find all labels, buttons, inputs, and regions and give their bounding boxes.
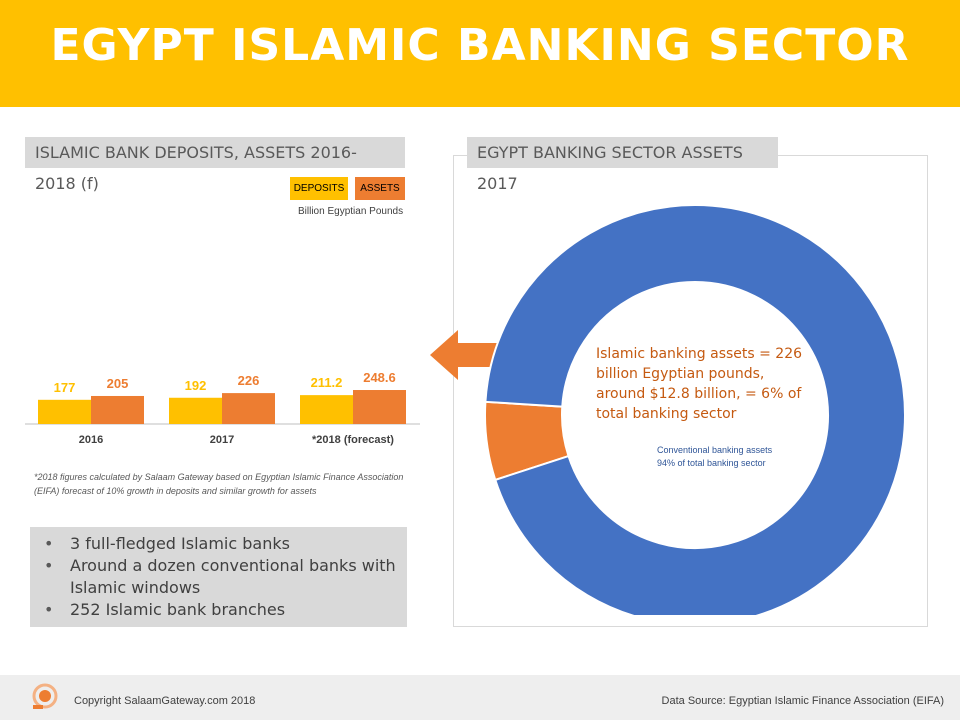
legend-deposits: DEPOSITS	[290, 177, 348, 200]
fact-item: • Around a dozen conventional banks with Islamic windows	[70, 555, 397, 599]
data-source-text: Data Source: Egyptian Islamic Finance Association (EIFA)	[661, 695, 944, 707]
bar-value-label: 177	[53, 379, 76, 395]
legend-assets: ASSETS	[355, 177, 405, 200]
x-tick-label: 2017	[209, 434, 235, 446]
x-tick-label: *2018 (forecast)	[312, 434, 394, 446]
fact-item: • 3 full-fledged Islamic banks	[70, 533, 397, 555]
donut-chart-title: EGYPT BANKING SECTOR ASSETS 2017	[467, 137, 778, 168]
bar-assets-1	[222, 393, 275, 424]
bar-assets-0	[91, 396, 144, 424]
bar-deposits-2	[300, 395, 353, 424]
bar-assets-2	[353, 390, 406, 424]
fact-item: • 252 Islamic bank branches	[70, 599, 397, 621]
bar-value-label: 211.2	[310, 375, 343, 391]
bar-chart-title: ISLAMIC BANK DEPOSITS, ASSETS 2016-2018 (f)	[25, 137, 405, 168]
bar-chart	[25, 230, 425, 460]
bar-value-label: 226	[237, 373, 260, 389]
conventional-callout-line2: 94% of total banking sector	[657, 458, 766, 468]
units-label: Billion Egyptian Pounds	[298, 206, 404, 217]
islamic-assets-callout: Islamic banking assets = 226 billion Egyptian pounds, around $12.8 billion, = 6% of total banking sector	[596, 346, 803, 422]
bar-value-label: 205	[106, 375, 129, 391]
chart-footnote: *2018 figures calculated by Salaam Gateway based on Egyptian Islamic Finance Association (EIFA) forecast of 10% growth in deposits and similar growth for assets	[34, 472, 404, 496]
facts-box	[30, 527, 407, 627]
conventional-assets-callout	[657, 444, 817, 470]
bar-deposits-1	[169, 398, 222, 424]
page-title: EGYPT ISLAMIC BANKING SECTOR	[50, 20, 910, 71]
x-tick-label: 2016	[78, 434, 104, 446]
salaam-logo	[30, 681, 60, 711]
bar-deposits-0	[38, 400, 91, 424]
conventional-callout-line1: Conventional banking assets	[657, 445, 773, 455]
bar-value-label: 192	[184, 377, 207, 393]
bar-value-label: 248.6	[363, 370, 396, 386]
copyright-text: Copyright SalaamGateway.com 2018	[74, 695, 256, 707]
